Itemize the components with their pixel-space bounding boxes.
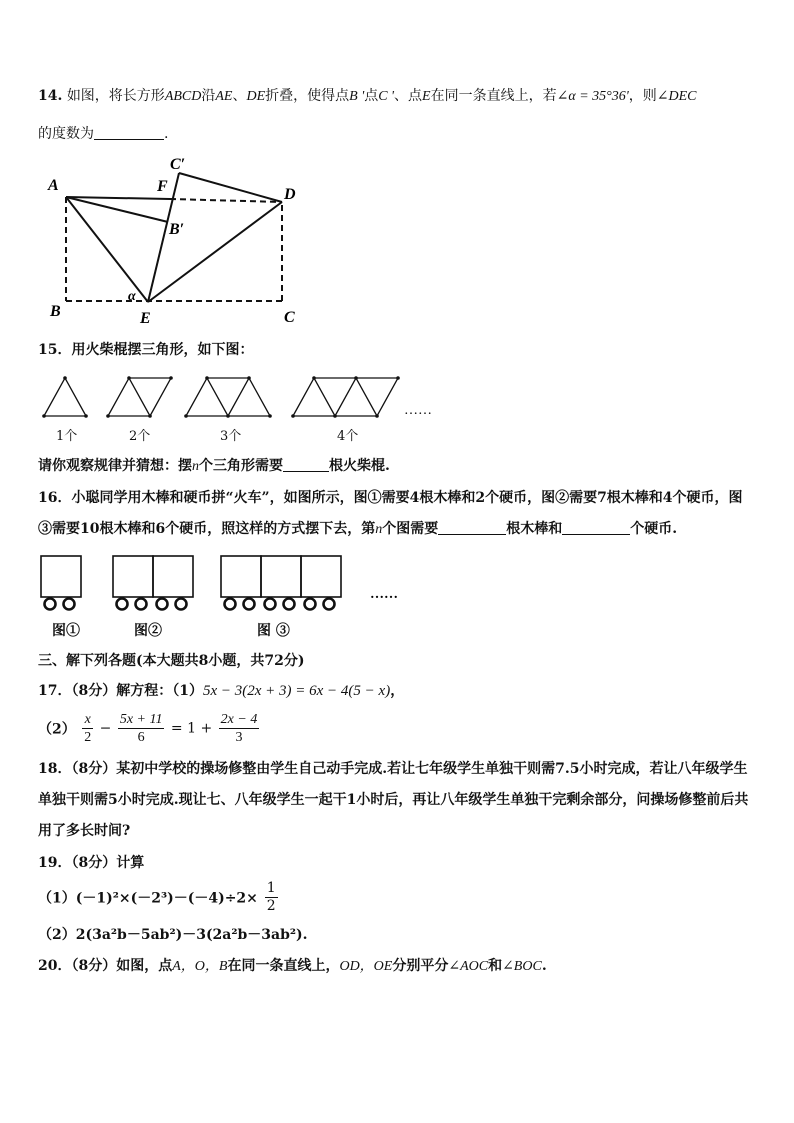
angle-alpha: α [128, 289, 136, 304]
q16-line1: 16．小聪同学用木棒和硬币拼“火车”，如图所示，图①需要4根木棒和2个硬币，图②需要7根木棒和4个硬币，图 [38, 490, 743, 506]
fraction: $\frac{2x - 4}{3}$ [220, 712, 258, 745]
point-D: D [284, 186, 296, 203]
answer-blank[interactable] [283, 457, 329, 472]
q19-part2: （2）2(3a²b－5ab²)－3(2a²b－3ab²). [38, 927, 308, 943]
q16-line2: ③需要10根木棒和6个硬币，照这样的方式摆下去，第n个图需要 根木棒和 个硬币. [38, 521, 678, 537]
q15-caption-1: 1个 [56, 429, 78, 444]
q18-line1: 18．（8分）某初中学校的操场修整由学生自己动手完成.若让七年级学生单独干则需7.5小时完成，若让八年级学生 [38, 761, 748, 777]
answer-blank[interactable] [438, 520, 506, 535]
point-E: E [140, 310, 151, 327]
q15-caption-3: 3个 [220, 429, 242, 444]
point-C: C [284, 309, 295, 326]
point-A: A [48, 177, 59, 194]
q17-equation-1: 5x − 3(2x + 3) = 6x − 4(5 − x) [202, 683, 391, 699]
q15-ellipsis: …… [404, 403, 432, 418]
q18-line3: 用了多长时间? [38, 823, 131, 839]
fraction: $\frac{5x + 11}{6}$ [119, 712, 163, 745]
answer-blank[interactable] [562, 520, 630, 535]
q17-line1: 17．（8分）解方程：（1）5x − 3(2x + 3) = 6x − 4(5 − x)， [38, 683, 405, 699]
answer-blank[interactable] [94, 125, 164, 140]
point-B-prime: B′ [169, 221, 185, 238]
q17-line2: （2） $\frac{x}{2}$ − $\frac{5x + 11}{6}$ = 1 + $\frac{2x - 4}{3}$ [38, 712, 258, 745]
q14-line1: 14. 如图，将长方形ABCD沿AE、DE折叠，使得点B '点C '、点E在同一条直线上，若∠α = 35°36'，则∠DEC [38, 88, 697, 104]
q14-line2: 的度数为 . [38, 126, 169, 142]
q16-ellipsis: …… [370, 587, 398, 602]
q15-caption-2: 2个 [129, 429, 151, 444]
q15-title: 15．用火柴棍摆三角形，如下图： [38, 342, 254, 358]
q16-caption-2: 图② [134, 623, 162, 639]
q14-number: 14. [38, 88, 63, 104]
q16-train-figure [38, 552, 408, 616]
q15-caption-4: 4个 [337, 429, 359, 444]
section-3-heading: 三、解下列各题(本大题共8小题，共72分) [38, 653, 305, 669]
point-B: B [50, 303, 61, 320]
q19-part1: （1）(－1)²×(－2³)－(－4)÷2× $\frac{1}{2}$ [38, 880, 276, 914]
q15-triangles-figure [38, 372, 458, 420]
q18-line2: 单独干则需5小时完成.现让七、八年级学生一起干1小时后，再让八年级学生单独干完剩余部分，问操场修整前后共 [38, 792, 749, 808]
fraction: $\frac{x}{2}$ [84, 712, 92, 745]
point-C-prime: C′ [170, 156, 186, 173]
fraction: $\frac{1}{2}$ [266, 880, 276, 914]
point-F: F [157, 178, 168, 195]
q14-fold-figure [40, 150, 320, 335]
q16-caption-1: 图① [52, 623, 80, 639]
q15-question: 请你观察规律并猜想：摆n个三角形需要 根火柴棍. [38, 458, 390, 474]
q16-caption-3: 图 ③ [257, 623, 290, 639]
q19-heading: 19．（8分）计算 [38, 855, 145, 871]
q20-line1: 20．（8分）如图，点A，O，B在同一条直线上，OD，OE分别平分∠AOC和∠BOC. [38, 958, 547, 974]
